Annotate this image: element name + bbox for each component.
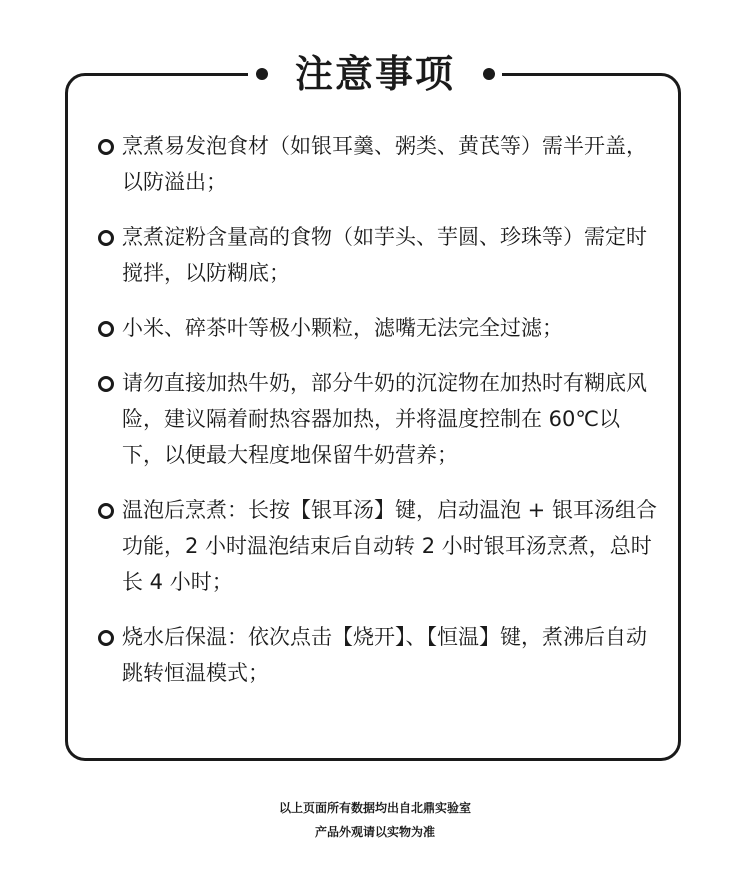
note-item [98,128,658,200]
ring-bullet-icon [98,503,114,519]
note-text: 请勿直接加热牛奶，部分牛奶的沉淀物在加热时有糊底风险，建议隔着耐热容器加热，并将温度控制在 60℃以下，以便最大程度地保留牛奶营养； [122,371,647,467]
footer-disclaimer [0,796,750,844]
ring-bullet-icon [98,321,114,337]
title-right-dot-icon [483,68,495,80]
ring-bullet-icon [98,230,114,246]
note-item [98,365,658,473]
title-bar [0,44,750,104]
note-item [98,492,658,600]
note-text: 温泡后烹煮：长按【银耳汤】键，启动温泡 + 银耳汤组合功能，2 小时温泡结束后自动转 2 小时银耳汤烹煮，总时长 4 小时； [122,498,657,594]
note-text: 烹煮淀粉含量高的食物（如芋头、芋圆、珍珠等）需定时搅拌，以防糊底； [122,225,647,285]
title-left-dot-icon [256,68,268,80]
note-item [98,219,658,291]
notes-list [98,128,658,710]
footer-line-1: 以上页面所有数据均出自北鼎实验室 [278,801,471,815]
ring-bullet-icon [98,139,114,155]
note-item [98,619,658,691]
ring-bullet-icon [98,630,114,646]
footer-line-2: 产品外观请以实物为准 [314,825,435,839]
note-text: 小米、碎茶叶等极小颗粒，滤嘴无法完全过滤； [122,316,563,340]
note-text: 烧水后保温：依次点击【烧开】、【恒温】键，煮沸后自动跳转恒温模式； [122,625,647,685]
note-text: 烹煮易发泡食材（如银耳羹、粥类、黄芪等）需半开盖，以防溢出； [122,134,647,194]
ring-bullet-icon [98,376,114,392]
note-item [98,310,658,346]
page-title: 注意事项 [294,52,455,96]
